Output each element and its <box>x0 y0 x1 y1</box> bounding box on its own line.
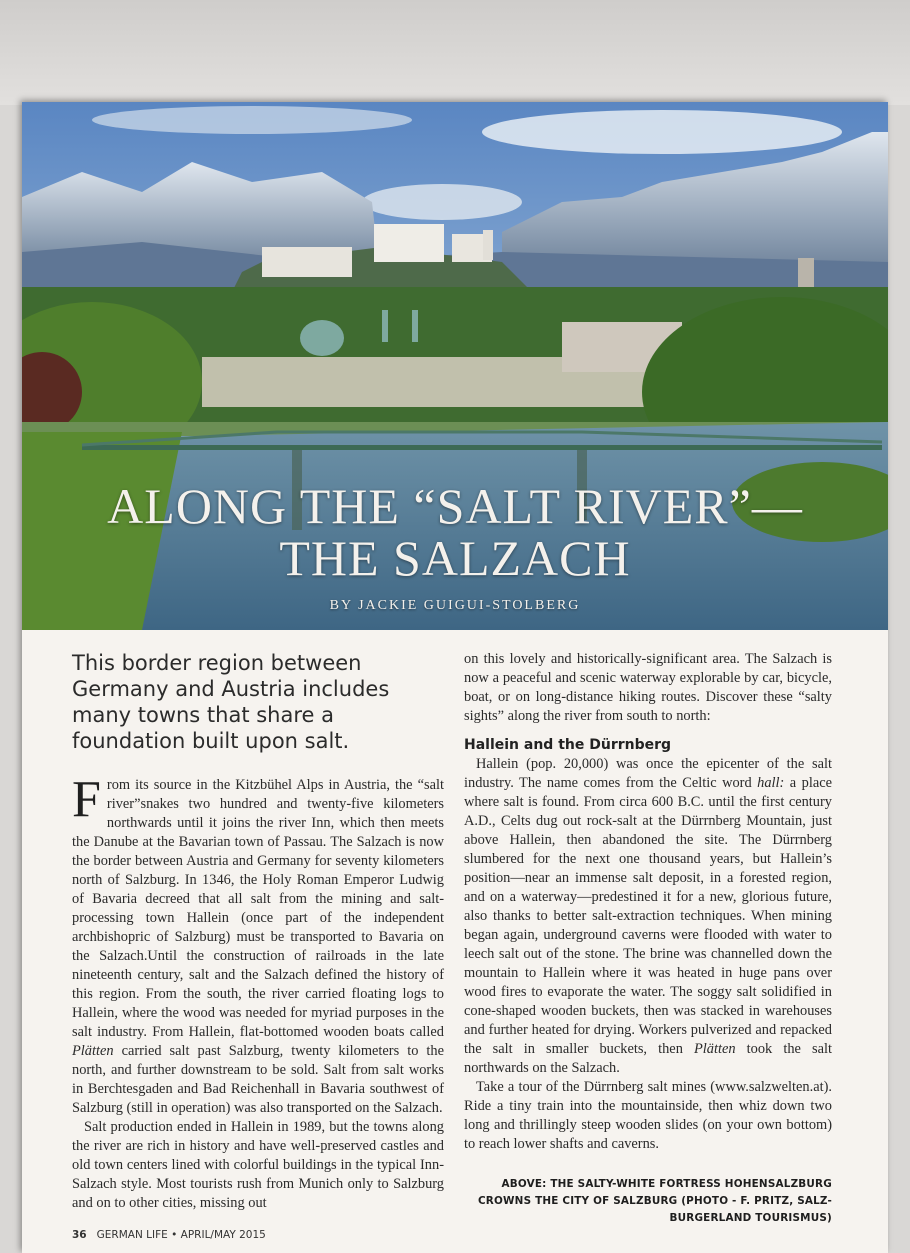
cathedral-spire <box>412 310 418 342</box>
page-number: 36 <box>72 1229 87 1241</box>
byline: BY JACKIE GUIGUI-STOLBERG <box>329 598 581 613</box>
cloud <box>362 184 522 220</box>
footer-bullet: • <box>171 1229 178 1241</box>
headline-block <box>22 480 888 614</box>
headline-line-2: THE SALZACH <box>279 530 631 586</box>
cloud <box>92 106 412 134</box>
body-paragraph-2: Salt production ended in Hallein in 1989, but the towns along the river are rich in history and have well-preserved castles and old town centers lined with colorful buildings in the typical Inn-Salzach style. Most tourists rush from Munich only to Salzburg and on to other cities, missing out <box>72 1119 444 1211</box>
footbridge-deck <box>82 445 882 450</box>
deck-text: This border region between Germany and Austria includes many towns that share a foundation built upon salt. <box>72 651 390 753</box>
section-subhead: Hallein and the Dürrnberg <box>464 737 672 753</box>
left-column <box>72 650 444 1213</box>
headline-line-1: ALONG THE “SALT RIVER”— <box>107 478 803 534</box>
issue-date: APRIL/MAY 2015 <box>180 1229 266 1241</box>
body-paragraph-continued: on this lovely and historically-significant area. The Salzach is now a peaceful and scenic waterway explorable by car, bicycle, boat, or on long-distance hiking routes. Discover these “salty sights” along the river from south to north: <box>464 651 832 724</box>
right-column <box>464 650 832 1227</box>
body-paragraph-4: Take a tour of the Dürrnberg salt mines (www.salzwelten.at). Ride a tiny train into the mountainside, then whiz down two long and thrillingly steep wooden slides (on your own bottom) to reach lower shafts and caverns. <box>464 1079 832 1152</box>
page-footer <box>72 1229 266 1241</box>
body-paragraph-1: From its source in the Kitzbühel Alps in Austria, the “salt river”snakes two hundred and twenty-five kilometers northwards until it joins the river Inn, which then meets the Danube at the Bavarian town of Passau. The Salzach is now the border between Austria and Germany for seventy kilometers north of Salzburg. In 1346, the Holy Roman Emperor Ludwig of Bavaria decreed that all salt from the mining and salt-processing town Hallein (once part of the independent archbishopric of Salzburg) must be transported to Bavaria on the Salzach.Until the construction of railroads in the late nineteenth century, salt and the Salzach defined the history of this region. From the south, the river carried floating logs to Hallein, where the wood was needed for myriad purposes in the salt industry. From Hallein, flat-bottomed wooden boats called Plätten carried salt past Salzburg, twenty kilometers to the north, and further downstream to be sold. Salt from salt works in Berchtesgaden and Bad Reichenhall in Bavaria southwest of Salzburg (still in operation) was also transported on the Salzach. <box>72 771 444 1116</box>
magazine-page <box>22 102 888 1253</box>
fortress-hohensalzburg <box>374 224 444 262</box>
fortress-turret <box>483 230 493 260</box>
cathedral-spire <box>382 310 388 342</box>
page-background <box>0 0 910 105</box>
hero-photo <box>22 102 888 630</box>
body-paragraph-3: Hallein (pop. 20,000) was once the epicenter of the salt industry. The name comes from the Celtic word hall: a place where salt is found. From circa 600 B.C. until the first century A.D., Celts dug out rock-salt at the Dürrnberg Mountain, just above Hallein, then abandoned the site. The Dürrnberg slumbered for the next one thousand years, but Hallein’s position—near an immense salt deposit, in a forested region, and on a waterway—predestined it for a new, glorious future, also thanks to better salt-extraction techniques. When mining began again, underground caverns were flooded with water to leech salt out of the stone. The brine was channelled down the mountain to Hallein where it was heated in huge pans over wood fires to evaporate the water. The soggy salt solidified in cone-shaped wooden buckets, then was stacked in warehouses and further heated for drying. Workers pulverized and repacked the salt in smaller buckets, then Plätten took the salt northwards on the Salzach. <box>464 756 832 1076</box>
drop-cap: F <box>72 771 101 828</box>
cloud <box>482 110 842 154</box>
magazine-name: GERMAN LIFE <box>96 1229 168 1241</box>
photo-caption: ABOVE: THE SALTY-WHITE FORTRESS HOHENSALZBURG CROWNS THE CITY OF SALZBURG (PHOTO - F. PRITZ, SALZ- BURGERLAND TOURISMUS) <box>477 1178 832 1224</box>
cathedral-dome <box>300 320 344 356</box>
fortress-wall <box>262 247 352 277</box>
